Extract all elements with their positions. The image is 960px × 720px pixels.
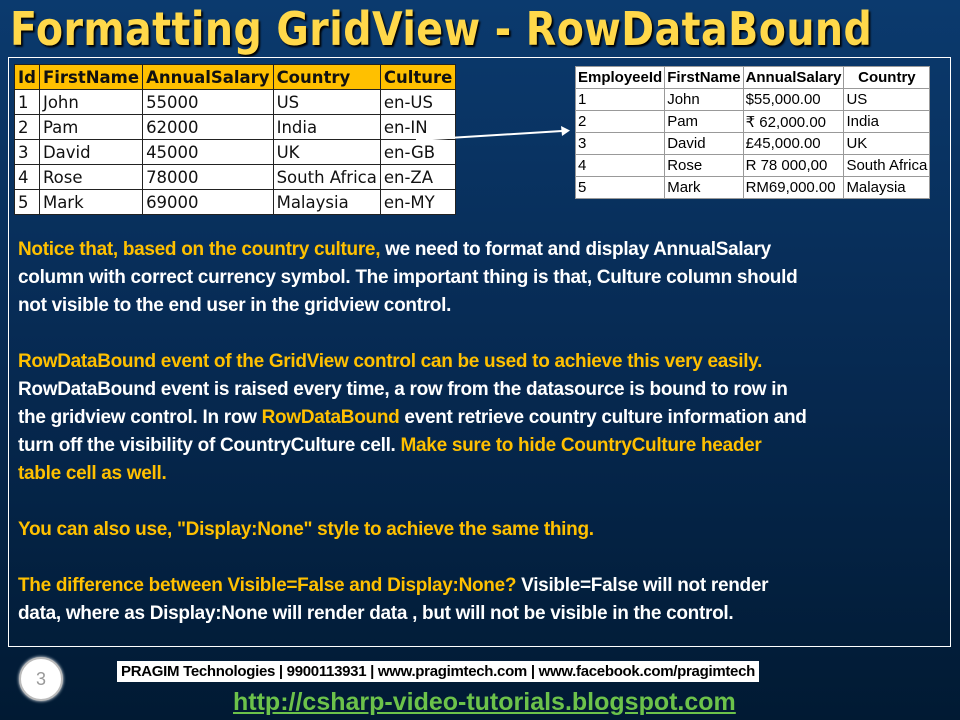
highlighted-text: Make sure to hide CountryCulture header <box>400 435 762 456</box>
body-text: RowDataBound event is raised every time, a row from the datasource is bound to row in <box>18 379 788 400</box>
table-cell: Mark <box>665 177 743 199</box>
paragraph <box>18 572 948 628</box>
table-cell: Malaysia <box>844 177 930 199</box>
blog-link[interactable]: http://csharp-video-tutorials.blogspot.com <box>233 688 736 716</box>
column-header: AnnualSalary <box>743 67 844 89</box>
table-cell: 1 <box>576 89 665 111</box>
table-cell: Rose <box>39 165 142 190</box>
table-cell: en-GB <box>380 140 455 165</box>
table-cell: 62000 <box>143 115 274 140</box>
table-cell: £45,000.00 <box>743 133 844 155</box>
text-line <box>18 460 948 488</box>
body-text: event retrieve country culture information and <box>399 407 807 428</box>
slide-title: Formatting GridView - RowDataBound <box>10 2 873 56</box>
table-cell: 1 <box>15 90 40 115</box>
table-cell: 78000 <box>143 165 274 190</box>
table-cell: Rose <box>665 155 743 177</box>
table-cell: South Africa <box>273 165 380 190</box>
table-cell: 4 <box>576 155 665 177</box>
text-line <box>18 516 948 544</box>
table-cell: 69000 <box>143 190 274 215</box>
column-header: Culture <box>380 65 455 90</box>
table-cell: 5 <box>15 190 40 215</box>
table-cell: Pam <box>665 111 743 133</box>
table-cell: R 78 000,00 <box>743 155 844 177</box>
body-text: not visible to the end user in the gridview control. <box>18 295 452 316</box>
table-cell: UK <box>273 140 380 165</box>
text-line <box>18 292 948 320</box>
table-row <box>576 111 930 133</box>
table-cell: 3 <box>576 133 665 155</box>
table-cell: Mark <box>39 190 142 215</box>
table-cell: David <box>39 140 142 165</box>
table-cell: en-US <box>380 90 455 115</box>
table-cell: en-ZA <box>380 165 455 190</box>
paragraph <box>18 236 948 320</box>
table-cell: Malaysia <box>273 190 380 215</box>
text-line <box>18 348 948 376</box>
table-cell: en-MY <box>380 190 455 215</box>
text-line <box>18 572 948 600</box>
column-header: Id <box>15 65 40 90</box>
body-text: we need to format and display AnnualSalary <box>380 239 771 260</box>
text-line <box>18 600 948 628</box>
column-header: Country <box>273 65 380 90</box>
column-header: Country <box>844 67 930 89</box>
body-text: turn off the visibility of CountryCulture cell. <box>18 435 401 456</box>
table-cell: South Africa <box>844 155 930 177</box>
table-cell: 4 <box>15 165 40 190</box>
table-row <box>576 133 930 155</box>
explanation-text <box>18 236 948 628</box>
body-text: data, where as Display:None will render data , but will not be visible in the control. <box>18 603 734 624</box>
highlighted-text: table cell as well. <box>18 463 167 484</box>
table-row <box>576 89 930 111</box>
paragraph <box>18 516 948 544</box>
body-text: column with correct currency symbol. The important thing is that, Culture column should <box>18 267 798 288</box>
highlighted-text: The difference between Visible=False and Display:None? <box>18 575 517 596</box>
table-cell: Pam <box>39 115 142 140</box>
table-cell: ₹ 62,000.00 <box>743 111 844 133</box>
table-cell: $55,000.00 <box>743 89 844 111</box>
body-text: Visible=False will not render <box>516 575 769 596</box>
table-cell: India <box>273 115 380 140</box>
highlighted-text: RowDataBound <box>261 407 400 428</box>
table-cell: 45000 <box>143 140 274 165</box>
page-number: 3 <box>19 657 63 701</box>
table-row <box>576 177 930 199</box>
table-cell: US <box>844 89 930 111</box>
table-cell: UK <box>844 133 930 155</box>
highlighted-text: RowDataBound event of the GridView control can be used to achieve this very easily. <box>18 351 763 372</box>
table-cell: 55000 <box>143 90 274 115</box>
highlighted-text: You can also use, "Display:None" style to achieve the same thing. <box>18 519 594 540</box>
paragraph <box>18 348 948 488</box>
table-cell: John <box>39 90 142 115</box>
table-cell: 3 <box>15 140 40 165</box>
text-line <box>18 432 948 460</box>
text-line <box>18 264 948 292</box>
column-header: FirstName <box>39 65 142 90</box>
table-cell: en-IN <box>380 115 455 140</box>
column-header: EmployeeId <box>576 67 665 89</box>
formatted-gridview-table <box>575 66 930 199</box>
highlighted-text: Notice that, based on the country culture, <box>18 239 381 260</box>
table-cell: 2 <box>15 115 40 140</box>
table-row <box>576 155 930 177</box>
table-cell: David <box>665 133 743 155</box>
body-text: the gridview control. In row <box>18 407 262 428</box>
table-cell: US <box>273 90 380 115</box>
table-cell: 2 <box>576 111 665 133</box>
column-header: AnnualSalary <box>143 65 274 90</box>
table-cell: 5 <box>576 177 665 199</box>
table-cell: India <box>844 111 930 133</box>
text-line <box>18 376 948 404</box>
column-header: FirstName <box>665 67 743 89</box>
text-line <box>18 236 948 264</box>
footer-contact: PRAGIM Technologies | 9900113931 | www.pragimtech.com | www.facebook.com/pragimtech <box>117 661 759 682</box>
table-cell: RM69,000.00 <box>743 177 844 199</box>
text-line <box>18 404 948 432</box>
table-cell: John <box>665 89 743 111</box>
